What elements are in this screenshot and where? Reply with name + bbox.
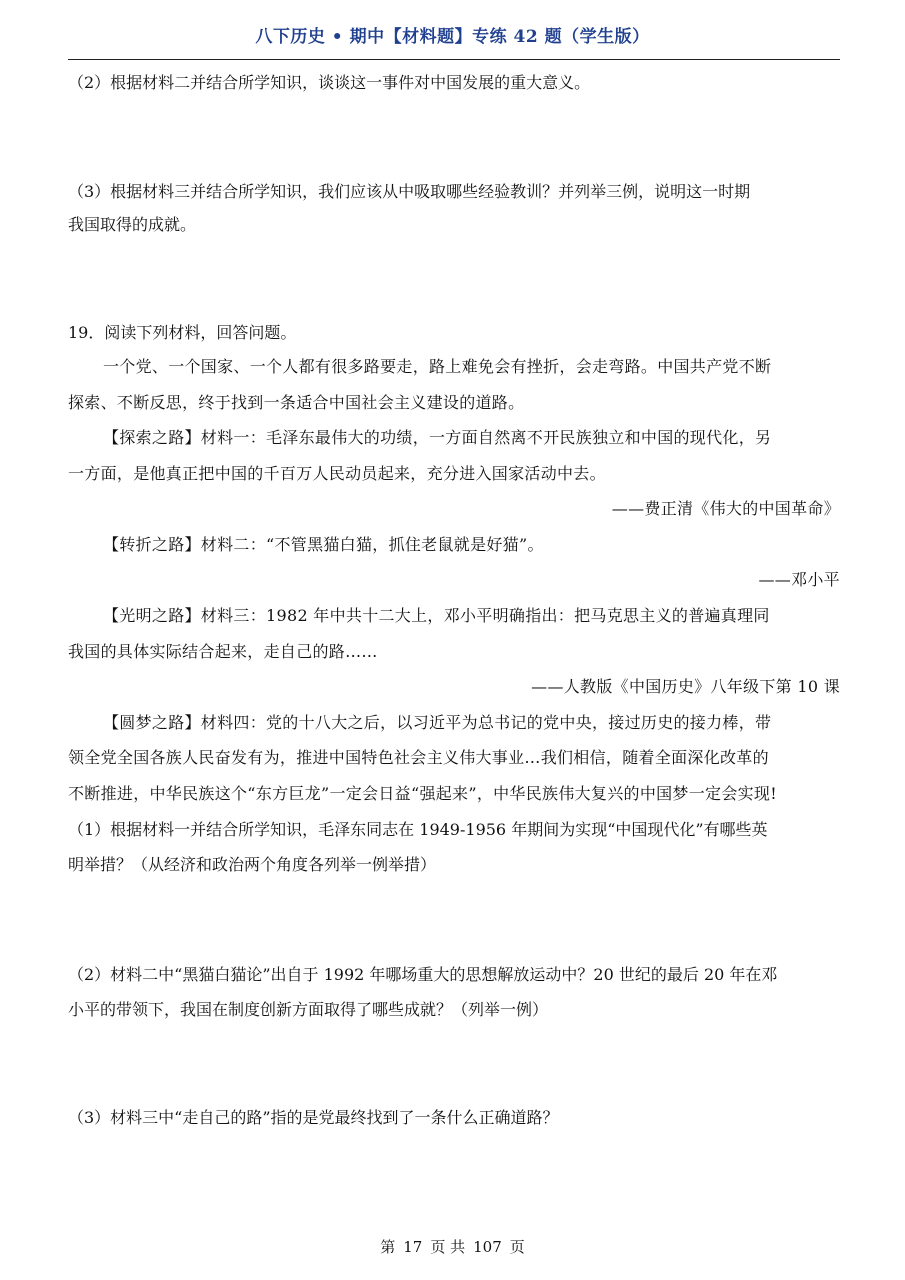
material-3-line-1: 【光明之路】材料三：1982 年中共十二大上，邓小平明确指出：把马克思主义的普遍真理同 — [103, 606, 770, 625]
material-3-line-2: 我国的具体实际结合起来，走自己的路…… — [68, 642, 378, 661]
footer-total-pages: 107 — [473, 1238, 502, 1256]
footer-prefix: 第 — [380, 1238, 396, 1256]
footer-current-page: 17 — [403, 1238, 423, 1256]
material-4-line-2: 领全党全国各族人民奋发有为，推进中国特色社会主义伟大事业…我们相信，随着全面深化改革的 — [68, 748, 769, 767]
prev-question-2: （2）根据材料二并结合所学知识，谈谈这一事件对中国发展的重大意义。 — [68, 73, 591, 92]
material-3-source: ——人教版《中国历史》八年级下第 10 课 — [531, 677, 840, 696]
material-1-line-1: 【探索之路】材料一：毛泽东最伟大的功绩，一方面自然离不开民族独立和中国的现代化，另 — [103, 428, 772, 447]
prev-question-3-line2: 我国取得的成就。 — [68, 215, 197, 234]
material-4-line-3: 不断推进，中华民族这个“东方巨龙”一定会日益“强起来”，中华民族伟大复兴的中国梦一定会实现! — [68, 784, 777, 803]
intro-line-2: 探索、不断反思，终于找到一条适合中国社会主义建设的道路。 — [68, 393, 525, 412]
question-19-1-line-2: 明举措？（从经济和政治两个角度各列举一例举措） — [68, 855, 437, 874]
header-divider — [68, 59, 840, 60]
page-header-title: 八下历史 • 期中【材料题】专练 42 题（学生版） — [255, 27, 650, 47]
prev-question-3-line1: （3）根据材料三并结合所学知识，我们应该从中吸取哪些经验教训？并列举三例，说明这一时期 — [68, 182, 751, 201]
material-2-line-1: 【转折之路】材料二：“不管黑猫白猫，抓住老鼠就是好猫”。 — [103, 535, 544, 554]
intro-line-1: 一个党、一个国家、一个人都有很多路要走，路上难免会有挫折，会走弯路。中国共产党不断 — [103, 357, 772, 376]
material-4-line-1: 【圆梦之路】材料四：党的十八大之后，以习近平为总书记的党中央，接过历史的接力棒，带 — [103, 713, 772, 732]
material-1-line-2: 一方面，是他真正把中国的千百万人民动员起来，充分进入国家活动中去。 — [68, 464, 606, 483]
question-19-1-line-1: （1）根据材料一并结合所学知识，毛泽东同志在 1949-1956 年期间为实现“中国现代化”有哪些英 — [68, 820, 768, 839]
material-1-source: ——费正清《伟大的中国革命》 — [611, 499, 840, 518]
question-19-stem: 19．阅读下列材料，回答问题。 — [68, 323, 297, 342]
question-19-2-line-2: 小平的带领下，我国在制度创新方面取得了哪些成就？（列举一例） — [68, 1000, 549, 1019]
question-19-2-line-1: （2）材料二中“黑猫白猫论”出自于 1992 年哪场重大的思想解放运动中？20 世纪的最后 20 年在邓 — [68, 965, 778, 984]
page-footer — [0, 1236, 905, 1257]
footer-middle: 页 共 — [430, 1238, 466, 1256]
footer-suffix: 页 — [509, 1238, 525, 1256]
question-19-3-line-1: （3）材料三中“走自己的路”指的是党最终找到了一条什么正确道路？ — [68, 1108, 559, 1127]
material-2-source: ——邓小平 — [758, 570, 840, 589]
